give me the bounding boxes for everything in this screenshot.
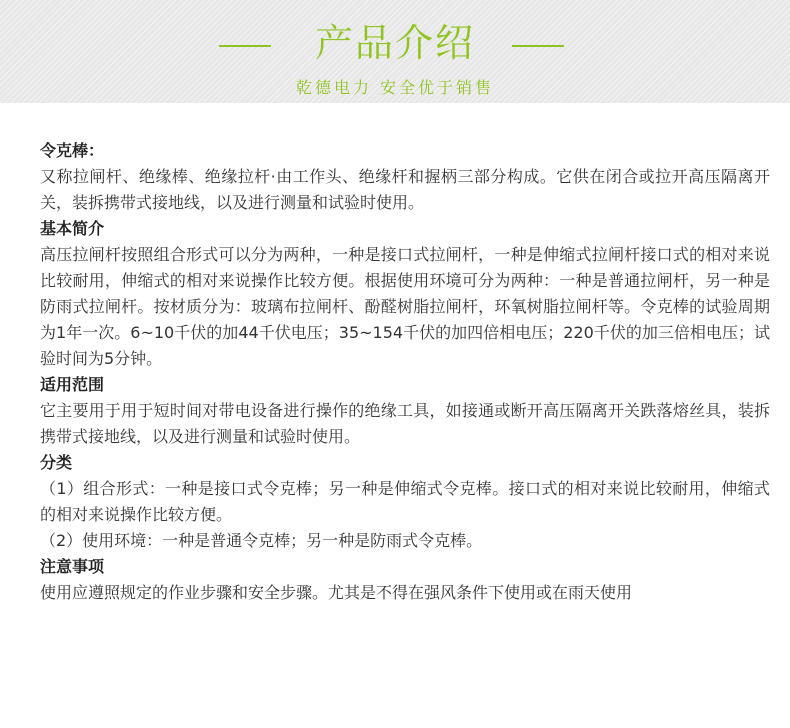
section-heading-basic-intro: 基本简介: [40, 219, 105, 238]
section-text-scope: 它主要用于用于短时间对带电设备进行操作的绝缘工具，如接通或断开高压隔离开关跌落熔丝具，装拆携带式接地线，以及进行测量和试验时使用。: [40, 401, 770, 446]
section-heading-lingkebang: 令克棒：: [40, 141, 105, 160]
section-text-precautions: 使用应遵照规定的作业步骤和安全步骤。尤其是不得在强风条件下使用或在雨天使用: [40, 583, 633, 602]
content-body: [40, 138, 770, 606]
section-text-basic-intro: 高压拉闸杆按照组合形式可以分为两种，一种是接口式拉闸杆，一种是伸缩式拉闸杆接口式的相对来说比较耐用，伸缩式的相对来说操作比较方便。根据使用环境可分为两种：一种是普通拉闸杆，另一种是防雨式拉闸杆。按材质分为：玻璃布拉闸杆、酚醛树脂拉闸杆，环氧树脂拉闸杆等。令克棒的试验周期为1年一次。6~10千伏的加44千伏电压；35~154千伏的加四倍相电压；220千伏的加三倍相电压；试验时间为5分钟。: [40, 245, 770, 368]
title-decor-line-right: [512, 45, 564, 47]
page-title: 产品介绍: [314, 21, 475, 65]
header-banner: [0, 0, 790, 103]
section-text-lingkebang: 又称拉闸杆、绝缘棒、绝缘拉杆·由工作头、绝缘杆和握柄三部分构成。它供在闭合或拉开高压隔离开关，装拆携带式接地线，以及进行测量和试验时使用。: [40, 167, 770, 212]
section-heading-scope: 适用范围: [40, 375, 105, 394]
section-heading-precautions: 注意事项: [40, 557, 105, 576]
classification-item: （2）使用环境：一种是普通令克棒；另一种是防雨式令克棒。: [40, 531, 483, 550]
page-subtitle: 乾德电力 安全优于销售: [295, 78, 495, 97]
classification-item: （1）组合形式：一种是接口式令克棒；另一种是伸缩式令克棒。接口式的相对来说比较耐用，伸缩式的相对来说操作比较方便。: [40, 479, 770, 524]
section-heading-classification: 分类: [40, 453, 73, 472]
